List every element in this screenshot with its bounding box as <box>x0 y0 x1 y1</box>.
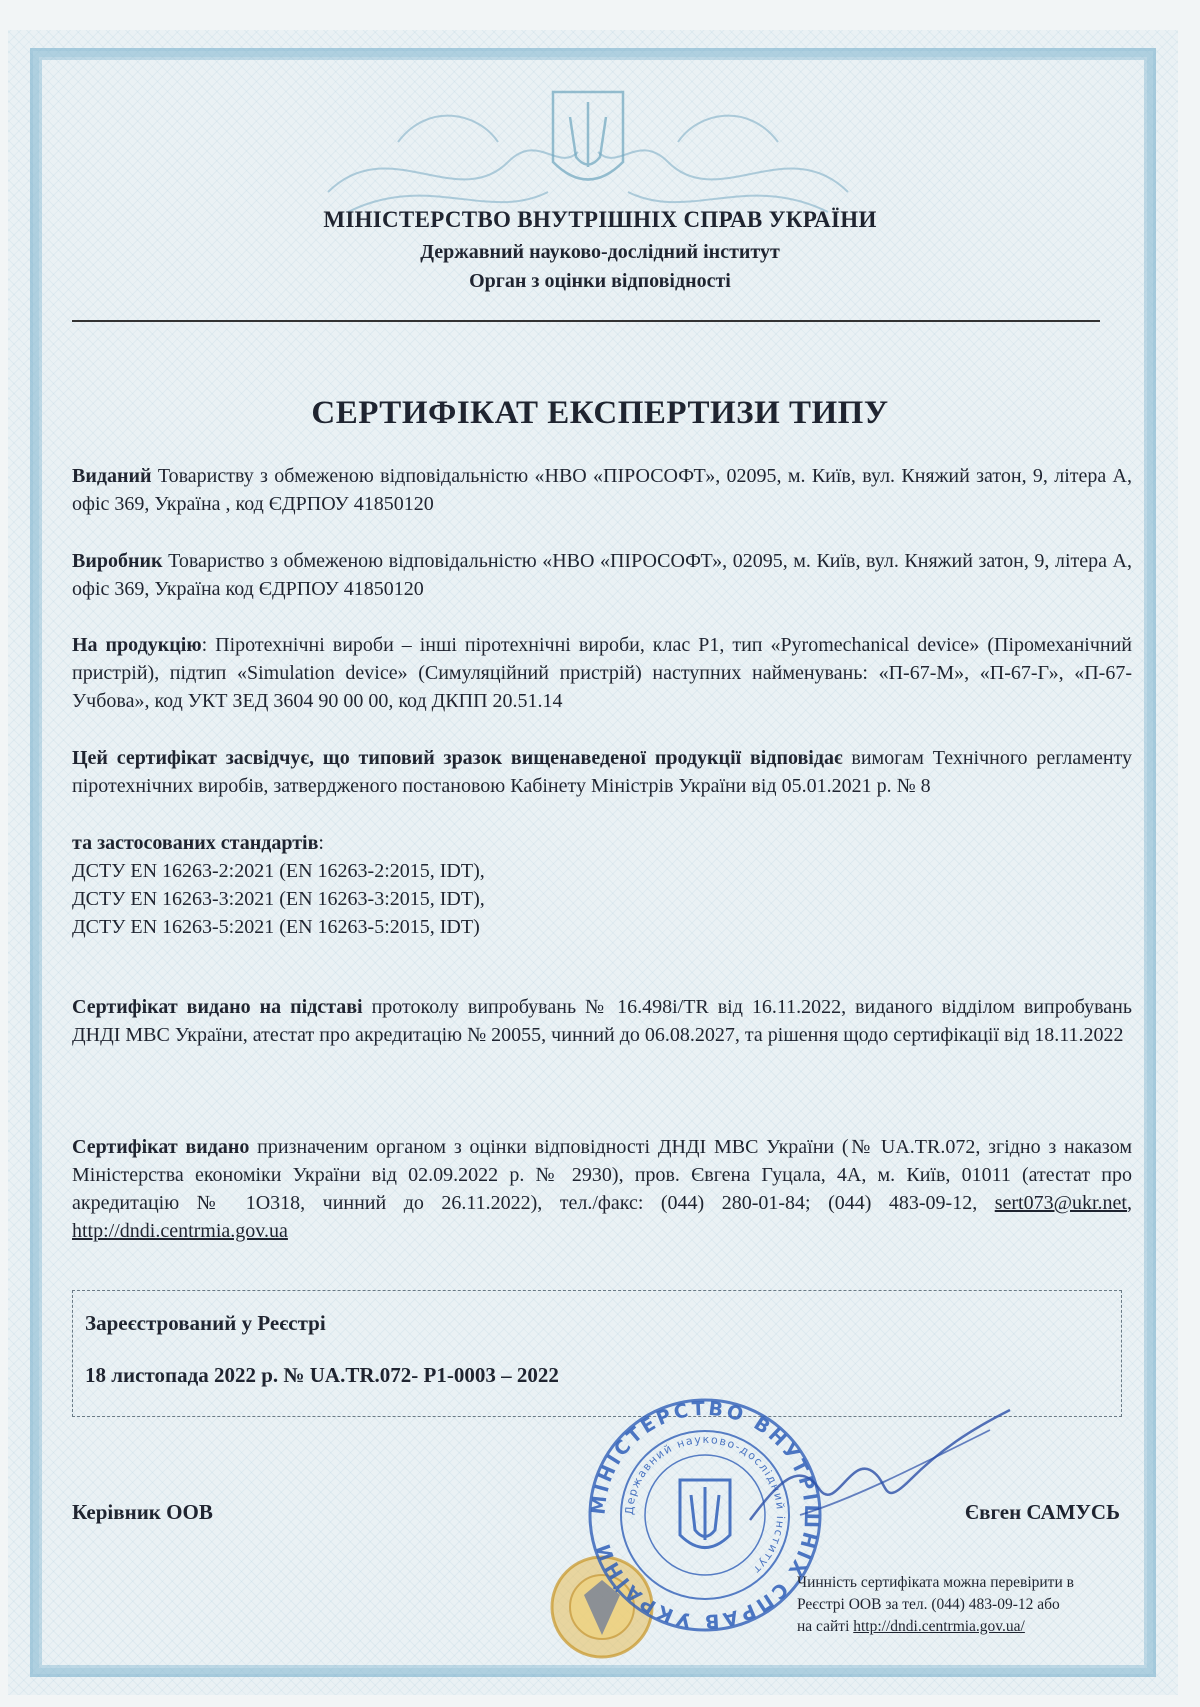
signatory-name: Євген САМУСЬ <box>964 1500 1120 1524</box>
manufacturer-text: Товариство з обмеженою відповідальністю «НВО «ПІРОСОФТ», 02095, м. Київ, вул. Княжий затон, 9, літера А, офіс 369, Україна код ЄДРПОУ 41850120 <box>72 550 1132 600</box>
issued-text: Товариству з обмеженою відповідальністю «НВО «ПІРОСОФТ», 02095, м. Київ, вул. Княжий затон, 9, літера А, офіс 369, Україна , код ЄДРПОУ 41850120 <box>72 465 1133 515</box>
institute-heading: Державний науково-дослідний інститут <box>420 241 780 263</box>
standard-item: ДСТУ EN 16263-2:2021 (EN 16263-2:2015, IDT), <box>72 860 485 882</box>
manufacturer-label: Виробник <box>72 550 163 572</box>
stamp-inner-text: Державний науково-дослідний інститут <box>622 1432 788 1578</box>
validity-line-1: Чинність сертифіката можна перевірити в <box>797 1574 1074 1591</box>
issued-label: Виданий <box>72 465 152 487</box>
standard-item: ДСТУ EN 16263-5:2021 (EN 16263-5:2015, IDT) <box>72 916 480 938</box>
conformity-text: вимогам Технічного регламенту піротехнічних виробів, затвердженого постановою Кабінету Міністрів України від 05.01.2021 р. № 8 <box>72 747 1132 797</box>
standards-colon: : <box>318 832 324 854</box>
validity-line-2: Реєстрі ООВ за тел. (044) 483-09-12 або <box>797 1596 1060 1613</box>
issuer-text: призначеним органом з оцінки відповідності ДНДІ МВС України (№ UA.TR.072, згідно з наказом Міністерства економіки України від 02.09.2022 р. № 2930), пров. Євгена Гуцала, 4А, м. Київ, 01011 (атестат про акредитацію № 1О318, чинний до 26.11.2022), тел./факс: (044) 280-01-84; (044) 483-09-12, <box>72 1136 1132 1214</box>
product-text: : Піротехнічні вироби – інші піротехнічні вироби, клас Р1, тип «Pyromechanical device» (Піромеханічний пристрій), підтип «Simulation device» (Симуляційний пристрій) наступних найменувань: «П-67-М», «П-67-Г», «П-67-Учбова», код УКТ ЗЕД 3604 90 00 00, код ДКПП 20.51.14 <box>72 634 1132 712</box>
basis-label: Сертифікат видано на підставі <box>72 996 363 1018</box>
validity-line-3 <box>797 1616 1177 1638</box>
validity-note <box>797 1572 1177 1638</box>
registry-label: Зареєстрований у Реєстрі <box>85 1311 326 1335</box>
email-link[interactable]: sert073@ukr.net <box>994 1192 1127 1214</box>
standards-heading <box>72 829 324 857</box>
certificate-title: СЕРТИФІКАТ ЕКСПЕРТИЗИ ТИПУ <box>311 395 889 431</box>
website-link[interactable]: http://dndi.centrmia.gov.ua <box>72 1220 288 1242</box>
ministry-heading: МІНІСТЕРСТВО ВНУТРІШНІХ СПРАВ УКРАЇНИ <box>323 207 877 232</box>
conformity-paragraph <box>72 744 1132 800</box>
conformity-label: Цей сертифікат засвідчує, що типовий зразок вищенаведеної продукції відповідає <box>72 747 843 769</box>
standards-label: та застосованих стандартів <box>72 832 319 854</box>
issuer-label: Сертифікат видано <box>72 1136 250 1158</box>
issuer-paragraph <box>72 1133 1132 1245</box>
conformity-body-heading: Орган з оцінки відповідності <box>469 270 731 292</box>
standard-item: ДСТУ EN 16263-3:2021 (EN 16263-3:2015, IDT), <box>72 888 485 910</box>
manufacturer-paragraph <box>72 547 1132 603</box>
basis-paragraph <box>72 993 1132 1049</box>
stamp-ring-text: МІНІСТЕРСТВО ВНУТРІШНІХ СПРАВ УКРАЇНИ <box>587 1397 823 1633</box>
coat-of-arms-ornament <box>308 72 868 222</box>
link-separator: , <box>1127 1192 1132 1214</box>
basis-text: протоколу випробувань № 16.498і/TR від 16.11.2022, виданого відділом випробувань ДНДІ МВС України, атестат про акредитацію № 20055, чинний до 06.08.2027, та рішення щодо сертифікації від 18.11.2022 <box>72 996 1132 1046</box>
trident-icon <box>680 1480 730 1548</box>
product-paragraph <box>72 631 1132 715</box>
validity-prefix: на сайті <box>797 1618 854 1635</box>
header-divider <box>72 320 1100 322</box>
signatory-position: Керівник ООВ <box>72 1500 213 1524</box>
registry-website-link[interactable]: http://dndi.centrmia.gov.ua/ <box>853 1618 1025 1635</box>
registry-number: 18 листопада 2022 р. № UA.TR.072- P1-0003 – 2022 <box>85 1363 559 1387</box>
issued-paragraph <box>72 462 1132 518</box>
product-label: На продукцію <box>72 634 202 656</box>
